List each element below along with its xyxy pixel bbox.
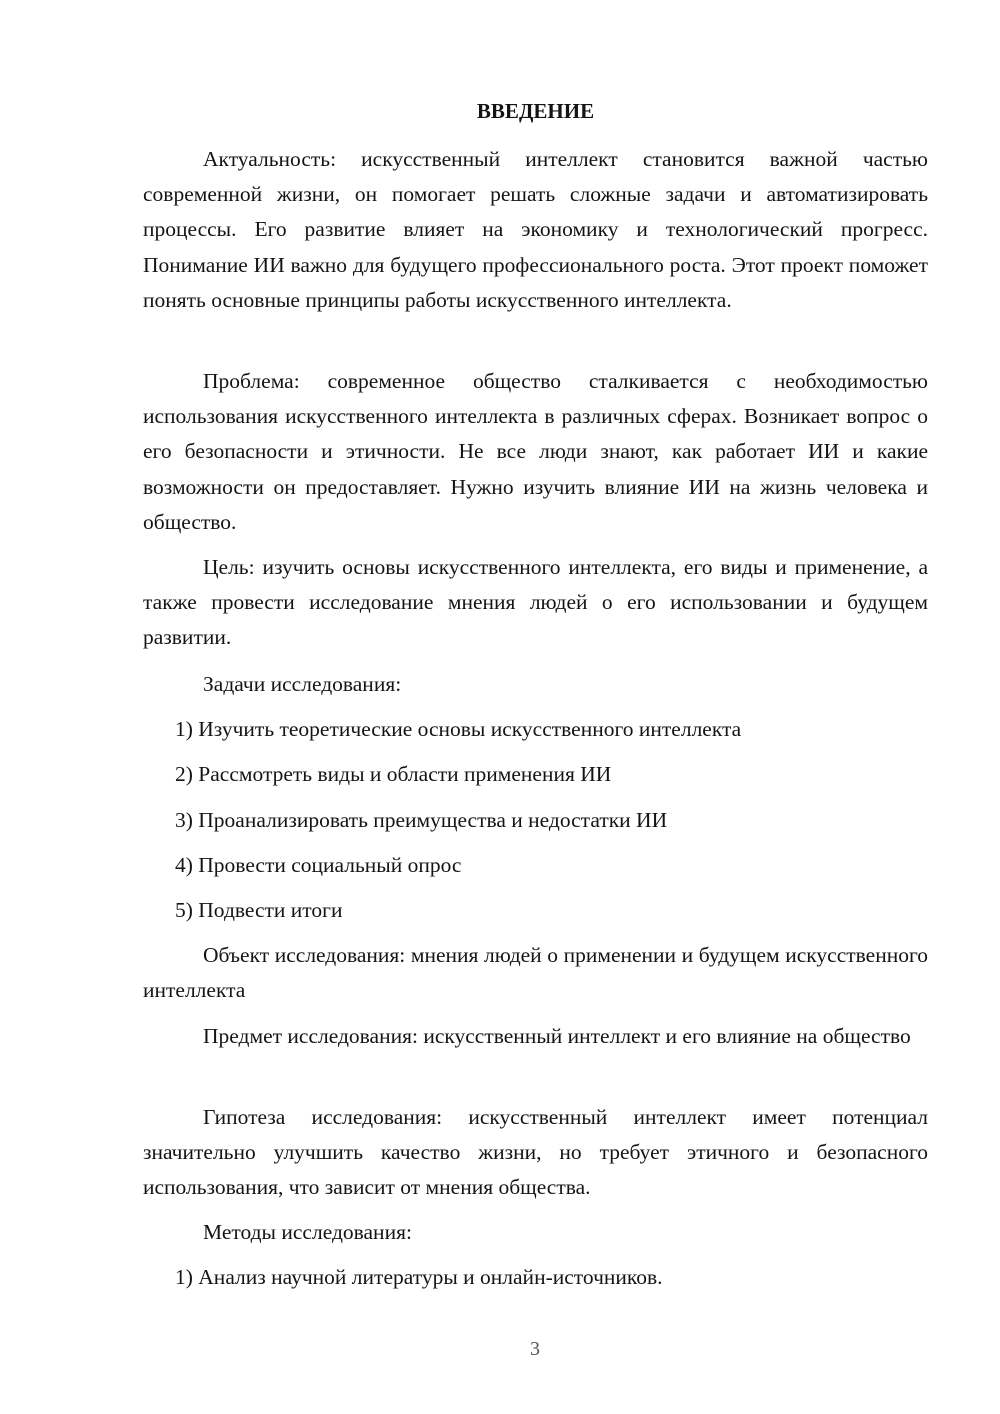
task-item: 4) Провести социальный опрос: [175, 853, 462, 877]
paragraph-object: Объект исследования: мнения людей о применении и будущем искусственного интеллекта: [143, 943, 928, 1003]
paragraph-goal: Цель: изучить основы искусственного интеллекта, его виды и применение, а также провести исследование мнения людей о его использовании и будущем развитии.: [143, 555, 928, 650]
paragraph-hypothesis: Гипотеза исследования: искусственный интеллект имеет потенциал значительно улучшить качество жизни, но требует этичного и безопасного использования, что зависит от мнения общества.: [143, 1105, 928, 1200]
page-number: 3: [530, 1338, 540, 1360]
paragraph-relevance: Актуальность: искусственный интеллект становится важной частью современной жизни, он помогает решать сложные задачи и автоматизировать процессы. Его развитие влияет на экономику и технологический прогресс. Понимание ИИ важно для будущего профессионального роста. Этот проект поможет понять основные принципы работы искусственного интеллекта.: [143, 147, 928, 312]
paragraph-subject: Предмет исследования: искусственный интеллект и его влияние на общество: [203, 1024, 911, 1048]
method-item: 1) Анализ научной литературы и онлайн-источников.: [175, 1265, 663, 1289]
task-item: 2) Рассмотреть виды и области применения ИИ: [175, 762, 612, 786]
task-item: 5) Подвести итоги: [175, 898, 343, 922]
task-item: 1) Изучить теоретические основы искусственного интеллекта: [175, 717, 742, 741]
tasks-title: Задачи исследования:: [203, 672, 402, 696]
task-item: 3) Проанализировать преимущества и недостатки ИИ: [175, 808, 668, 832]
section-heading: ВВЕДЕНИЕ: [476, 99, 595, 123]
paragraph-problem: Проблема: современное общество сталкивается с необходимостью использования искусственного интеллекта в различных сферах. Возникает вопрос о его безопасности и этичности. Не все люди знают, как работает ИИ и какие возможности он предоставляет. Нужно изучить влияние ИИ на жизнь человека и общество.: [143, 369, 928, 534]
methods-title: Методы исследования:: [203, 1220, 412, 1244]
